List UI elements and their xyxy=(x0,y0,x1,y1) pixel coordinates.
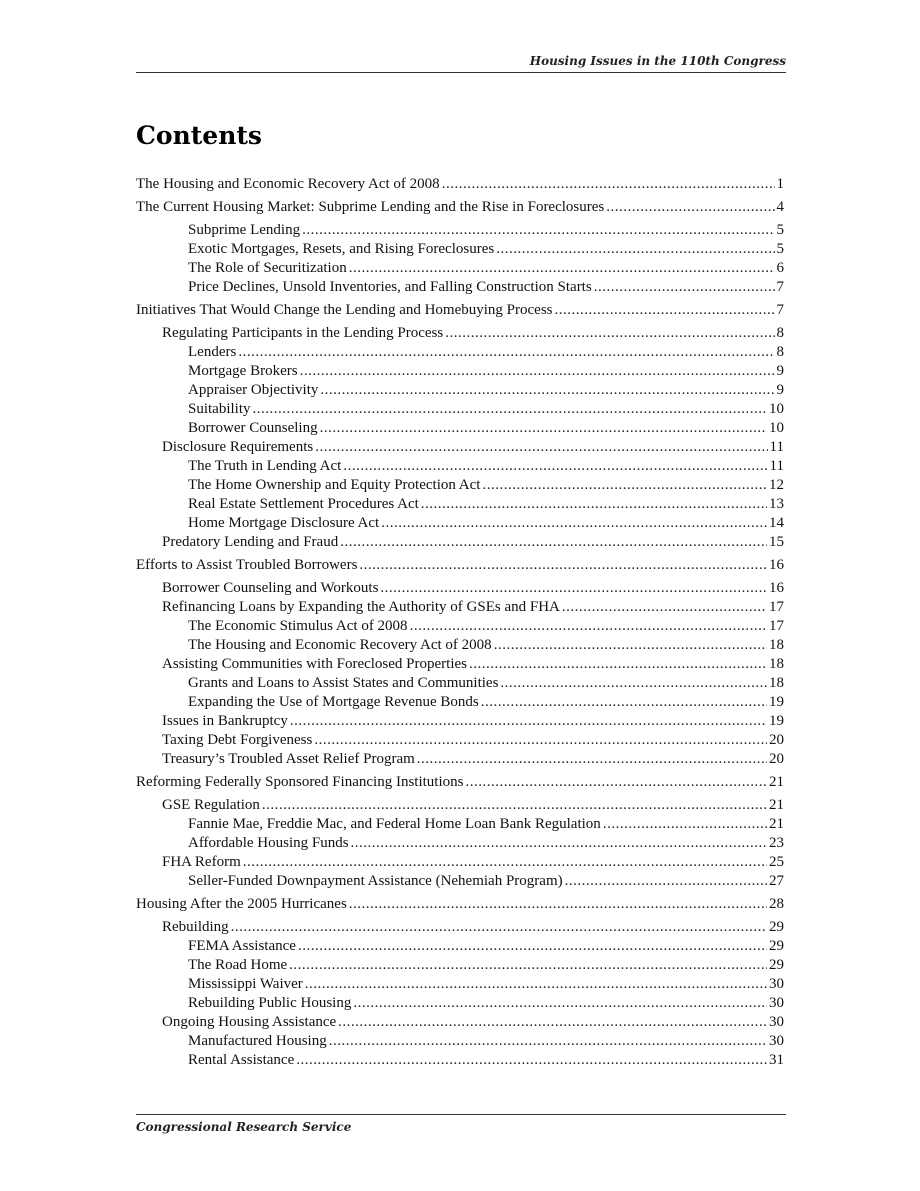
toc-entry-label: Borrower Counseling and Workouts xyxy=(162,580,379,596)
toc-entry-page-number: 1 xyxy=(776,176,784,192)
toc-entry[interactable] xyxy=(136,278,784,297)
toc-dot-leader xyxy=(481,693,767,712)
toc-entry-label: Rebuilding Public Housing xyxy=(188,995,352,1011)
toc-entry-label: GSE Regulation xyxy=(162,797,260,813)
toc-dot-leader xyxy=(442,175,775,194)
toc-entry-page-number: 28 xyxy=(769,896,784,912)
toc-entry[interactable] xyxy=(136,579,784,598)
toc-dot-leader xyxy=(320,419,767,438)
toc-entry[interactable] xyxy=(136,655,784,674)
toc-dot-leader xyxy=(315,438,767,457)
toc-entry-page-number: 21 xyxy=(769,774,784,790)
toc-dot-leader xyxy=(380,579,767,598)
toc-entry[interactable] xyxy=(136,796,784,815)
toc-dot-leader xyxy=(555,301,775,320)
toc-dot-leader xyxy=(465,773,767,792)
toc-dot-leader xyxy=(231,918,767,937)
toc-entry-page-number: 25 xyxy=(769,854,784,870)
toc-dot-leader xyxy=(349,259,775,278)
toc-dot-leader xyxy=(606,198,774,217)
toc-entry[interactable] xyxy=(136,975,784,994)
toc-entry-page-number: 30 xyxy=(769,995,784,1011)
toc-entry[interactable] xyxy=(136,419,784,438)
toc-entry[interactable] xyxy=(136,198,784,217)
toc-entry-page-number: 29 xyxy=(769,957,784,973)
toc-entry-page-number: 17 xyxy=(769,599,784,615)
toc-entry-page-number: 30 xyxy=(769,1033,784,1049)
table-of-contents xyxy=(136,175,784,1070)
toc-entry-label: Rental Assistance xyxy=(188,1052,295,1068)
toc-entry[interactable] xyxy=(136,994,784,1013)
toc-entry[interactable] xyxy=(136,693,784,712)
toc-entry-page-number: 18 xyxy=(769,675,784,691)
toc-entry-label: Predatory Lending and Fraud xyxy=(162,534,339,550)
toc-dot-leader xyxy=(340,533,767,552)
toc-entry-page-number: 20 xyxy=(769,732,784,748)
toc-entry[interactable] xyxy=(136,598,784,617)
toc-entry-label: Appraiser Objectivity xyxy=(188,382,319,398)
toc-dot-leader xyxy=(305,975,767,994)
toc-entry-label: Regulating Participants in the Lending Process xyxy=(162,325,444,341)
toc-entry-label: The Home Ownership and Equity Protection Act xyxy=(188,477,481,493)
toc-entry-label: The Housing and Economic Recovery Act of 2008 xyxy=(136,176,440,192)
toc-entry[interactable] xyxy=(136,815,784,834)
toc-dot-leader xyxy=(262,796,767,815)
toc-entry[interactable] xyxy=(136,556,784,575)
toc-dot-leader xyxy=(482,476,767,495)
toc-entry-page-number: 10 xyxy=(769,401,784,417)
toc-entry-page-number: 15 xyxy=(769,534,784,550)
toc-dot-leader xyxy=(320,381,774,400)
toc-dot-leader xyxy=(314,731,767,750)
toc-entry-label: Exotic Mortgages, Resets, and Rising Foreclosures xyxy=(188,241,495,257)
toc-entry[interactable] xyxy=(136,514,784,533)
toc-dot-leader xyxy=(594,278,775,297)
toc-entry-page-number: 21 xyxy=(769,797,784,813)
toc-entry[interactable] xyxy=(136,773,784,792)
toc-entry-label: The Economic Stimulus Act of 2008 xyxy=(188,618,408,634)
toc-dot-leader xyxy=(343,457,767,476)
toc-entry[interactable] xyxy=(136,1032,784,1051)
toc-dot-leader xyxy=(359,556,767,575)
toc-entry-page-number: 20 xyxy=(769,751,784,767)
toc-entry-label: Affordable Housing Funds xyxy=(188,835,349,851)
toc-entry-label: FEMA Assistance xyxy=(188,938,296,954)
toc-dot-leader xyxy=(500,674,767,693)
toc-entry-page-number: 30 xyxy=(769,976,784,992)
page-title: Contents xyxy=(136,121,263,150)
toc-entry-label: Reforming Federally Sponsored Financing Institutions xyxy=(136,774,464,790)
toc-dot-leader xyxy=(338,1013,767,1032)
toc-entry-label: Fannie Mae, Freddie Mac, and Federal Home Loan Bank Regulation xyxy=(188,816,601,832)
toc-entry-page-number: 7 xyxy=(776,279,784,295)
toc-entry-label: Issues in Bankruptcy xyxy=(162,713,288,729)
toc-entry-page-number: 9 xyxy=(776,363,784,379)
toc-dot-leader xyxy=(302,221,774,240)
toc-dot-leader xyxy=(253,400,767,419)
toc-dot-leader xyxy=(243,853,767,872)
toc-entry-label: Mortgage Brokers xyxy=(188,363,298,379)
toc-entry[interactable] xyxy=(136,872,784,891)
toc-dot-leader xyxy=(238,343,774,362)
toc-entry-page-number: 11 xyxy=(769,439,784,455)
toc-entry-page-number: 6 xyxy=(776,260,784,276)
toc-entry-page-number: 17 xyxy=(769,618,784,634)
footer-divider xyxy=(136,1114,786,1115)
toc-entry-label: Lenders xyxy=(188,344,237,360)
toc-entry[interactable] xyxy=(136,533,784,552)
toc-entry-page-number: 29 xyxy=(769,938,784,954)
toc-entry-page-number: 18 xyxy=(769,656,784,672)
running-header: Housing Issues in the 110th Congress xyxy=(529,54,786,68)
toc-entry[interactable] xyxy=(136,636,784,655)
header-divider xyxy=(136,72,786,73)
toc-entry[interactable] xyxy=(136,731,784,750)
toc-entry-page-number: 7 xyxy=(776,302,784,318)
toc-entry-label: Manufactured Housing xyxy=(188,1033,327,1049)
toc-dot-leader xyxy=(603,815,767,834)
toc-entry-label: Refinancing Loans by Expanding the Authority of GSEs and FHA xyxy=(162,599,560,615)
toc-entry-label: Assisting Communities with Foreclosed Properties xyxy=(162,656,467,672)
toc-entry[interactable] xyxy=(136,712,784,731)
toc-entry[interactable] xyxy=(136,1051,784,1070)
toc-entry-page-number: 11 xyxy=(769,458,784,474)
toc-entry[interactable] xyxy=(136,301,784,320)
toc-entry-page-number: 5 xyxy=(776,241,784,257)
toc-entry-label: Subprime Lending xyxy=(188,222,301,238)
toc-entry-page-number: 14 xyxy=(769,515,784,531)
toc-dot-leader xyxy=(381,514,767,533)
toc-entry-page-number: 23 xyxy=(769,835,784,851)
toc-dot-leader xyxy=(290,712,767,731)
toc-entry[interactable] xyxy=(136,1013,784,1032)
toc-entry[interactable] xyxy=(136,240,784,259)
toc-entry-label: Price Declines, Unsold Inventories, and Falling Construction Starts xyxy=(188,279,592,295)
toc-entry[interactable] xyxy=(136,259,784,278)
toc-entry-page-number: 29 xyxy=(769,919,784,935)
toc-entry[interactable] xyxy=(136,324,784,343)
toc-entry[interactable] xyxy=(136,438,784,457)
toc-entry-label: Efforts to Assist Troubled Borrowers xyxy=(136,557,358,573)
toc-entry[interactable] xyxy=(136,476,784,495)
toc-entry-page-number: 30 xyxy=(769,1014,784,1030)
toc-dot-leader xyxy=(329,1032,767,1051)
toc-entry-page-number: 16 xyxy=(769,557,784,573)
toc-dot-leader xyxy=(445,324,774,343)
toc-dot-leader xyxy=(351,834,767,853)
toc-entry[interactable] xyxy=(136,617,784,636)
toc-dot-leader xyxy=(469,655,767,674)
toc-entry[interactable] xyxy=(136,895,784,914)
toc-dot-leader xyxy=(349,895,767,914)
toc-dot-leader xyxy=(298,937,767,956)
toc-entry[interactable] xyxy=(136,457,784,476)
toc-dot-leader xyxy=(421,495,767,514)
toc-entry-page-number: 18 xyxy=(769,637,784,653)
toc-entry[interactable] xyxy=(136,343,784,362)
toc-entry-page-number: 9 xyxy=(776,382,784,398)
toc-entry-label: Taxing Debt Forgiveness xyxy=(162,732,313,748)
running-footer: Congressional Research Service xyxy=(136,1120,352,1134)
toc-entry-label: The Truth in Lending Act xyxy=(188,458,342,474)
toc-dot-leader xyxy=(417,750,767,769)
toc-dot-leader xyxy=(296,1051,767,1070)
toc-dot-leader xyxy=(300,362,775,381)
toc-dot-leader xyxy=(496,240,774,259)
toc-entry-label: Real Estate Settlement Procedures Act xyxy=(188,496,419,512)
toc-entry-label: Suitability xyxy=(188,401,251,417)
toc-entry-label: Home Mortgage Disclosure Act xyxy=(188,515,380,531)
toc-dot-leader xyxy=(565,872,767,891)
toc-entry-page-number: 19 xyxy=(769,694,784,710)
toc-entry-label: Borrower Counseling xyxy=(188,420,318,436)
toc-dot-leader xyxy=(494,636,767,655)
toc-entry-label: Grants and Loans to Assist States and Communities xyxy=(188,675,499,691)
toc-dot-leader xyxy=(410,617,767,636)
toc-entry-page-number: 10 xyxy=(769,420,784,436)
toc-entry-page-number: 8 xyxy=(776,344,784,360)
toc-entry[interactable] xyxy=(136,362,784,381)
toc-entry-page-number: 27 xyxy=(769,873,784,889)
toc-entry-label: Treasury’s Troubled Asset Relief Program xyxy=(162,751,415,767)
toc-entry[interactable] xyxy=(136,495,784,514)
toc-entry-label: Ongoing Housing Assistance xyxy=(162,1014,337,1030)
toc-entry-label: FHA Reform xyxy=(162,854,241,870)
toc-entry-label: The Current Housing Market: Subprime Lending and the Rise in Foreclosures xyxy=(136,199,605,215)
toc-entry-page-number: 19 xyxy=(769,713,784,729)
toc-entry-page-number: 13 xyxy=(769,496,784,512)
toc-entry[interactable] xyxy=(136,400,784,419)
toc-entry-label: Disclosure Requirements xyxy=(162,439,314,455)
toc-dot-leader xyxy=(353,994,767,1013)
toc-entry[interactable] xyxy=(136,750,784,769)
toc-entry-label: Initiatives That Would Change the Lending and Homebuying Process xyxy=(136,302,553,318)
toc-entry-label: Seller-Funded Downpayment Assistance (Nehemiah Program) xyxy=(188,873,563,889)
toc-entry[interactable] xyxy=(136,937,784,956)
toc-entry-label: The Housing and Economic Recovery Act of 2008 xyxy=(188,637,492,653)
toc-entry-page-number: 8 xyxy=(776,325,784,341)
toc-entry-label: Housing After the 2005 Hurricanes xyxy=(136,896,347,912)
toc-entry-label: The Road Home xyxy=(188,957,288,973)
toc-entry-page-number: 31 xyxy=(769,1052,784,1068)
toc-entry[interactable] xyxy=(136,918,784,937)
toc-entry-page-number: 12 xyxy=(769,477,784,493)
toc-entry-page-number: 21 xyxy=(769,816,784,832)
toc-entry-label: Mississippi Waiver xyxy=(188,976,303,992)
toc-entry[interactable] xyxy=(136,175,784,194)
toc-entry[interactable] xyxy=(136,381,784,400)
toc-entry[interactable] xyxy=(136,674,784,693)
toc-entry-page-number: 5 xyxy=(776,222,784,238)
toc-dot-leader xyxy=(289,956,767,975)
toc-dot-leader xyxy=(562,598,767,617)
toc-entry[interactable] xyxy=(136,221,784,240)
toc-entry-page-number: 16 xyxy=(769,580,784,596)
toc-entry[interactable] xyxy=(136,853,784,872)
toc-entry[interactable] xyxy=(136,834,784,853)
toc-entry-page-number: 4 xyxy=(776,199,784,215)
toc-entry-label: The Role of Securitization xyxy=(188,260,347,276)
toc-entry[interactable] xyxy=(136,956,784,975)
toc-entry-label: Expanding the Use of Mortgage Revenue Bonds xyxy=(188,694,479,710)
toc-entry-label: Rebuilding xyxy=(162,919,229,935)
